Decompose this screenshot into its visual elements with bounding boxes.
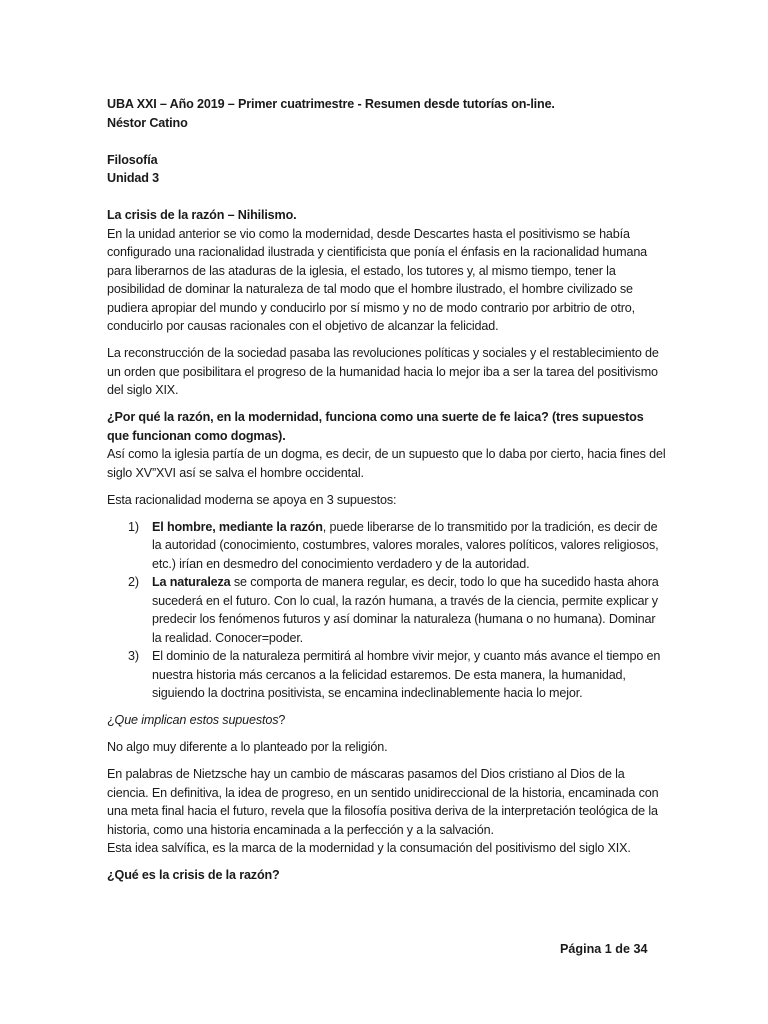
list-item-bold: La naturaleza [152,575,231,589]
paragraph-reconstruccion: La reconstrucción de la sociedad pasaba las revoluciones políticas y sociales y el restablecimiento de un orden que posibilitara el progreso de la humanidad hacia lo mejor iba a ser la tarea del positivismo del siglo XIX. [107,346,659,397]
paragraph-modernidad: En la unidad anterior se vio como la modernidad, desde Descartes hasta el positivismo se había configurado una racionalidad ilustrada y cientificista que ponía el énfasis en la racionalidad humana para liberarnos de las ataduras de la iglesia, el estado, los tutores y, al mismo tiempo, tener la posibilidad de dominar la naturaleza de tal modo que el hombre ilustrado, el hombre civilizado se pudiera apropiar del mundo y conducirlo por sí mismo y no de modo contrario por arbitrio de otro, conducirlo por causas racionales con el objetivo de alcanzar la felicidad. [107,226,648,333]
unit-label: Unidad 3 [107,171,159,185]
list-item-text: , puede liberarse de lo transmitido por la tradición, es decir de la autoridad (conocimiento, costumbres, valores morales, valores políticos, valores religiosos, etc.) irían en desmedro del conocimiento verdadero y de la autoridad. [152,519,659,571]
supuestos-list [107,518,667,703]
document-title: UBA XXI – Año 2019 – Primer cuatrimestre - Resumen desde tutorías on-line. [107,97,555,111]
answer-religion: No algo muy diferente a lo planteado por la religión. [107,740,388,754]
section-heading-crisis: La crisis de la razón – Nihilismo. [107,208,297,222]
list-number: 1) [128,519,139,534]
list-number: 3) [128,649,139,663]
question-supuestos [107,711,667,730]
question-fe-laica: ¿Por qué la razón, en la modernidad, funciona como una suerte de fe laica? (tres supuestos que funcionan como dogmas). [107,410,644,443]
list-item-text: El dominio de la naturaleza permitirá al hombre vivir mejor, y cuanto más avance el tiempo en nuestra historia más cercanos a la felicidad estaremos. De esta manera, la humanidad, siguiendo la doctrina positivista, se encamina indeclinablemente hacia lo mejor. [152,649,661,700]
list-item [107,518,667,574]
paragraph-dogma: Así como la iglesia partía de un dogma, es decir, de un supuesto que lo daba por cierto, hacia fines del siglo XV”XVI así se salva el hombre occidental. [107,447,666,480]
question-close-mark: ? [278,713,286,727]
document-body [107,95,667,885]
list-item [107,573,667,647]
list-item [107,647,667,703]
subject-name: Filosofía [107,152,158,167]
page-number-footer: Página 1 de 34 [560,942,648,956]
list-item-text: se comporta de manera regular, es decir, todo lo que ha sucedido hasta ahora sucederá en el futuro. Con lo cual, la razón humana, a través de la ciencia, permite explicar y predecir los fenómenos futuros y así dominar la naturaleza (humana o no humana). Dominar la realidad. Conocer=poder. [152,575,659,645]
question-text-italic: Que implican estos supuestos [114,713,279,727]
question-crisis-razon: ¿Qué es la crisis de la razón? [107,868,280,882]
paragraph-salvifica: Esta idea salvífica, es la marca de la modernidad y la consumación del positivismo del siglo XIX. [107,841,631,855]
supuestos-intro: Esta racionalidad moderna se apoya en 3 supuestos: [107,492,397,507]
document-author: Néstor Catino [107,115,188,130]
question-open-mark: ¿ [107,713,115,727]
list-number: 2) [128,575,139,589]
list-item-bold: El hombre, mediante la razón [152,519,323,534]
paragraph-nietzsche: En palabras de Nietzsche hay un cambio de máscaras pasamos del Dios cristiano al Dios de la ciencia. En definitiva, la idea de progreso, en un sentido unidireccional de la historia, encaminada con una meta final hacia el futuro, revela que la filosofía positiva deriva de la interpretación teológica de la historia, como una historia encaminada a la perfección y a la salvación. [107,767,659,837]
